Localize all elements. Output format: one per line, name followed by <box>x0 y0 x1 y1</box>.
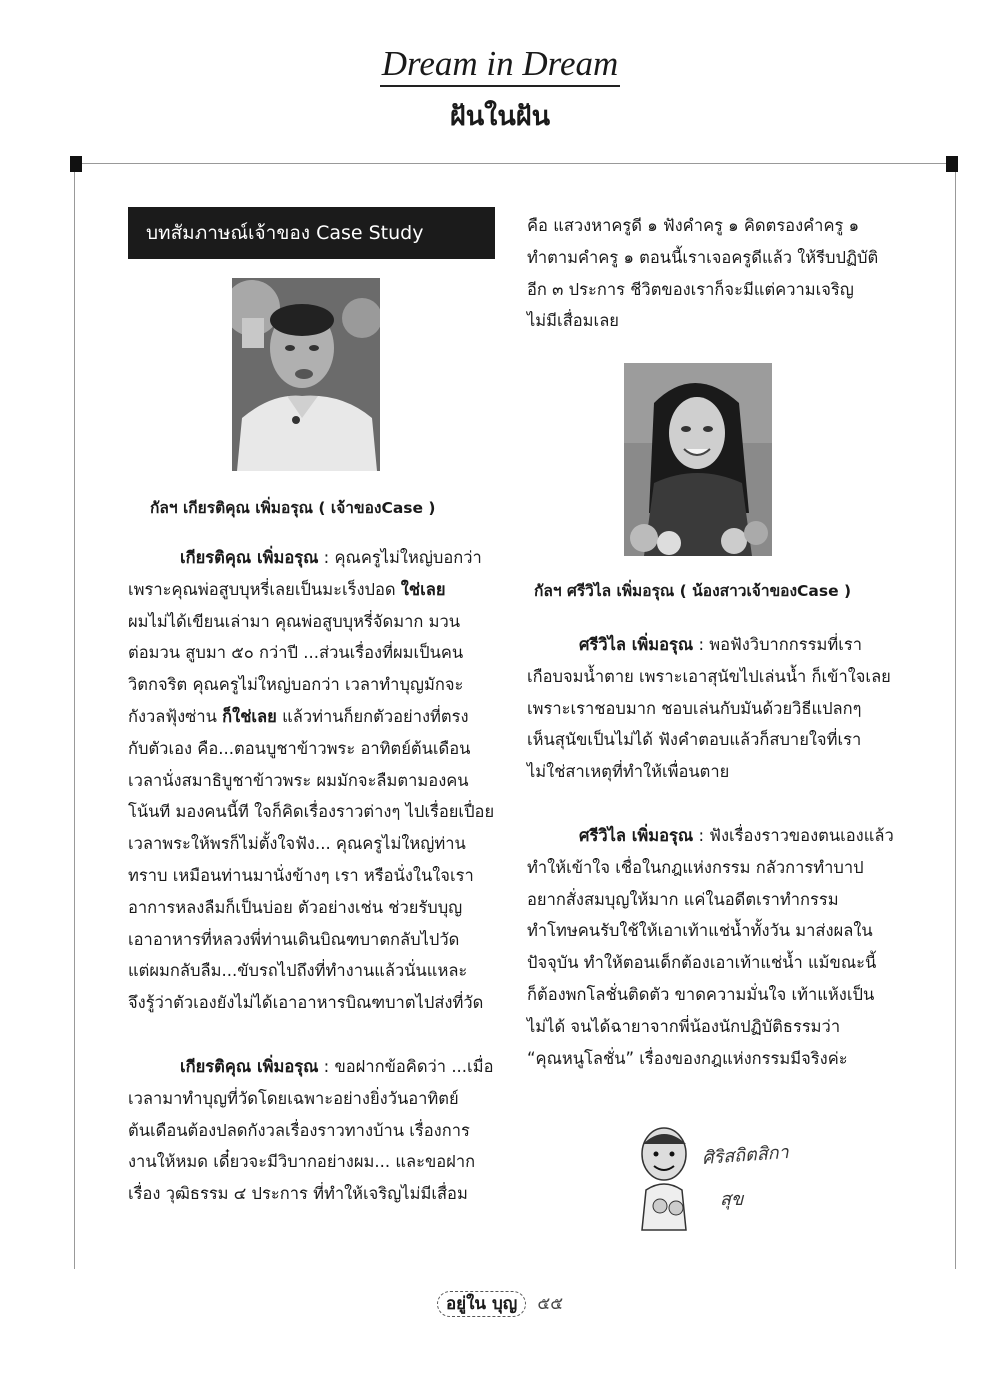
text-line: ไม่ใช่สาเหตุที่ทำให้เพื่อนตาย <box>527 762 730 782</box>
speaker-name: เกียรติคุณ เพิ่มอรุณ <box>180 1056 319 1076</box>
text-line: โน้นที มองคนนี้ที ใจก็คิดเรื่องราวต่างๆ ไปเรื่อยเปื่อย <box>128 802 495 822</box>
text-line: ก็ต้องพกโลชั่นติดตัว ขาดความมั่นใจ เท้าแห้งเป็น <box>527 984 875 1004</box>
portrait-man-image <box>232 278 380 471</box>
text-line: แต่ผมกลับลืม...ขับรถไปถึงที่ทำงานแล้วนั่นแหละ <box>128 961 468 981</box>
text-line: เอาอาหารที่หลวงพี่ท่านเดินบิณฑบาตกลับไปวัด <box>128 929 460 949</box>
caption-kiattikun: กัลฯ เกียรติคุณ เพิ่มอรุณ ( เจ้าของCase ) <box>150 499 436 517</box>
text-line: เพราะคุณพ่อสูบบุหรี่เลยเป็นมะเร็งปอด <box>128 579 401 599</box>
paragraph-sriwilai-2 <box>527 820 894 1074</box>
text-line: คือ แสวงหาครูดี ๑ ฟังคำครู ๑ คิดตรองคำครู ๑ <box>527 216 860 235</box>
signature-mark: สุข <box>720 1189 744 1210</box>
speaker-name: เกียรติคุณ เพิ่มอรุณ <box>180 548 319 567</box>
caption-sriwilai: กัลฯ ศรีวิไล เพิ่มอรุณ ( น้องสาวเจ้าของCase ) <box>534 582 852 600</box>
signature-text: ศิริสถิตสิกา <box>701 1142 790 1169</box>
page-number: ๕๕ <box>537 1294 564 1314</box>
text-line: ต่อมวน สูบมา ๕๐ กว่าปี ...ส่วนเรื่องที่ผมเป็นคน <box>128 643 464 663</box>
text-line: : ฟังเรื่องราวของตนเองแล้ว <box>693 825 894 845</box>
text-line: ทำให้เข้าใจ เชื่อในกฎแห่งกรรม กลัวการทำบาป <box>527 857 864 877</box>
text-line: ทราบ เหมือนท่านมานั่งข้างๆ เรา หรือนั่งในใจเรา <box>128 865 474 885</box>
text-line: : คุณครูไม่ใหญ่บอกว่า <box>318 548 482 567</box>
text-line: : พอฟังวิบากกรรมที่เรา <box>693 635 863 654</box>
text-line: อยากสั่งสมบุญให้มาก แค่ในอดีตเราทำกรรม <box>527 889 839 909</box>
page-footer <box>0 1290 1000 1317</box>
right-column <box>527 629 894 1074</box>
footer-logo: อยู่ใน บุญ <box>437 1291 526 1317</box>
text-line: งานให้หมด เดี๋ยวจะมีวิบากอย่างผม... และขอฝาก <box>128 1152 476 1172</box>
text-line: อีก ๓ ประการ ชีวิตของเราก็จะมีแต่ความเจริญ <box>527 279 854 299</box>
text-line: ทำโทษคนรับใช้ให้เอาเท้าแช่น้ำทั้งวัน มาส่งผลใน <box>527 921 873 941</box>
text-line: : ขอฝากข้อคิดว่า ...เมื่อ <box>318 1056 494 1076</box>
speaker-name: ศรีวิไล เพิ่มอรุณ <box>579 825 694 845</box>
cartoon-figure-icon <box>630 1122 700 1232</box>
right-column-intro <box>527 210 894 337</box>
text-line: วิตกจริต คุณครูไม่ใหญ่บอกว่า เวลาทำบุญมักจะ <box>128 675 464 695</box>
portrait-woman-image <box>624 363 772 556</box>
emphasis-text: ก็ใช่เลย <box>222 706 277 726</box>
text-line: ต้นเดือนต้องปลดกังวลเรื่องราวทางบ้าน เรื่องการ <box>128 1120 470 1140</box>
speaker-name: ศรีวิไล เพิ่มอรุณ <box>579 635 694 654</box>
text-line: ไม่มีเสื่อมเลย <box>527 311 619 331</box>
text-line: กับตัวเอง คือ...ตอนบูชาข้าวพระ อาทิตย์ต้นเดือน <box>128 738 471 758</box>
text-line: อาการหลงลืมก็เป็นบ่อย ตัวอย่างเช่น ช่วยรับบุญ <box>128 897 463 917</box>
photo-kiattikun <box>232 278 380 471</box>
emphasis-text: ใช่เลย <box>400 579 446 599</box>
text-line: ทำตามคำครู ๑ ตอนนี้เราเจอครูดีแล้ว ให้รีบปฏิบัติ <box>527 247 879 267</box>
text-line: เวลาพระให้พรก็ไม่ตั้งใจฟัง... คุณครูไม่ใหญ่ท่าน <box>128 834 466 854</box>
title-english <box>0 44 1000 84</box>
text-line: เห็นสุนัขเป็นไม่ได้ ฟังคำตอบแล้วก็สบายใจที่เรา <box>527 730 862 750</box>
text-line: ผมไม่ได้เขียนเล่ามา คุณพ่อสูบบุหรี่จัดมาก มวน <box>128 611 461 631</box>
frame-corner-right <box>946 156 958 172</box>
text-line: จึงรู้ว่าตัวเองยังไม่ได้เอาอาหารบิณฑบาตไปส่งที่วัด <box>128 993 484 1013</box>
paragraph-kiattikun-1 <box>128 542 495 1019</box>
text-line: เวลามาทำบุญที่วัดโดยเฉพาะอย่างยิ่งวันอาทิตย์ <box>128 1088 459 1108</box>
paragraph-sriwilai-1 <box>527 629 894 788</box>
text-line: ปัจจุบัน ทำให้ตอนเด็กต้องเอาเท้าแช่น้ำ แม้ขณะนี้ <box>527 953 877 973</box>
text-line: เรื่อง วุฒิธรรม ๔ ประการ ที่ทำให้เจริญไม่มีเสื่อม <box>128 1184 468 1204</box>
text-line: เวลานั่งสมาธิบูชาข้าวพระ ผมมักจะลืมตามองคน <box>128 770 469 790</box>
text-line: เพราะเราชอบมาก ชอบเล่นกับมันด้วยวิธีแปลกๆ <box>527 698 862 718</box>
text-line: ไม่ได้ จนได้ฉายาจากพี่น้องนักปฏิบัติธรรมว่า <box>527 1016 841 1036</box>
title-thai: ฝันในฝัน <box>449 101 551 132</box>
paragraph-kiattikun-2 <box>128 1051 495 1210</box>
text-line: “คุณหนูโลชั่น” เรื่องของกฎแห่งกรรมมีจริงค่ะ <box>527 1048 848 1068</box>
signature-block <box>630 1122 810 1232</box>
text-line: กังวลฟุ้งซ่าน <box>128 706 223 726</box>
left-column <box>128 542 495 1210</box>
text-line: แล้วท่านก็ยกตัวอย่างที่ตรง <box>276 706 469 726</box>
photo-sriwilai <box>624 363 772 556</box>
title-english-text: Dream in Dream <box>380 44 621 87</box>
text-line: เกือบจมน้ำตาย เพราะเอาสุนัขไปเล่นน้ำ ก็เข้าใจเลย <box>527 666 891 686</box>
section-banner: บทสัมภาษณ์เจ้าของ Case Study <box>128 207 495 259</box>
frame-corner-left <box>70 156 82 172</box>
